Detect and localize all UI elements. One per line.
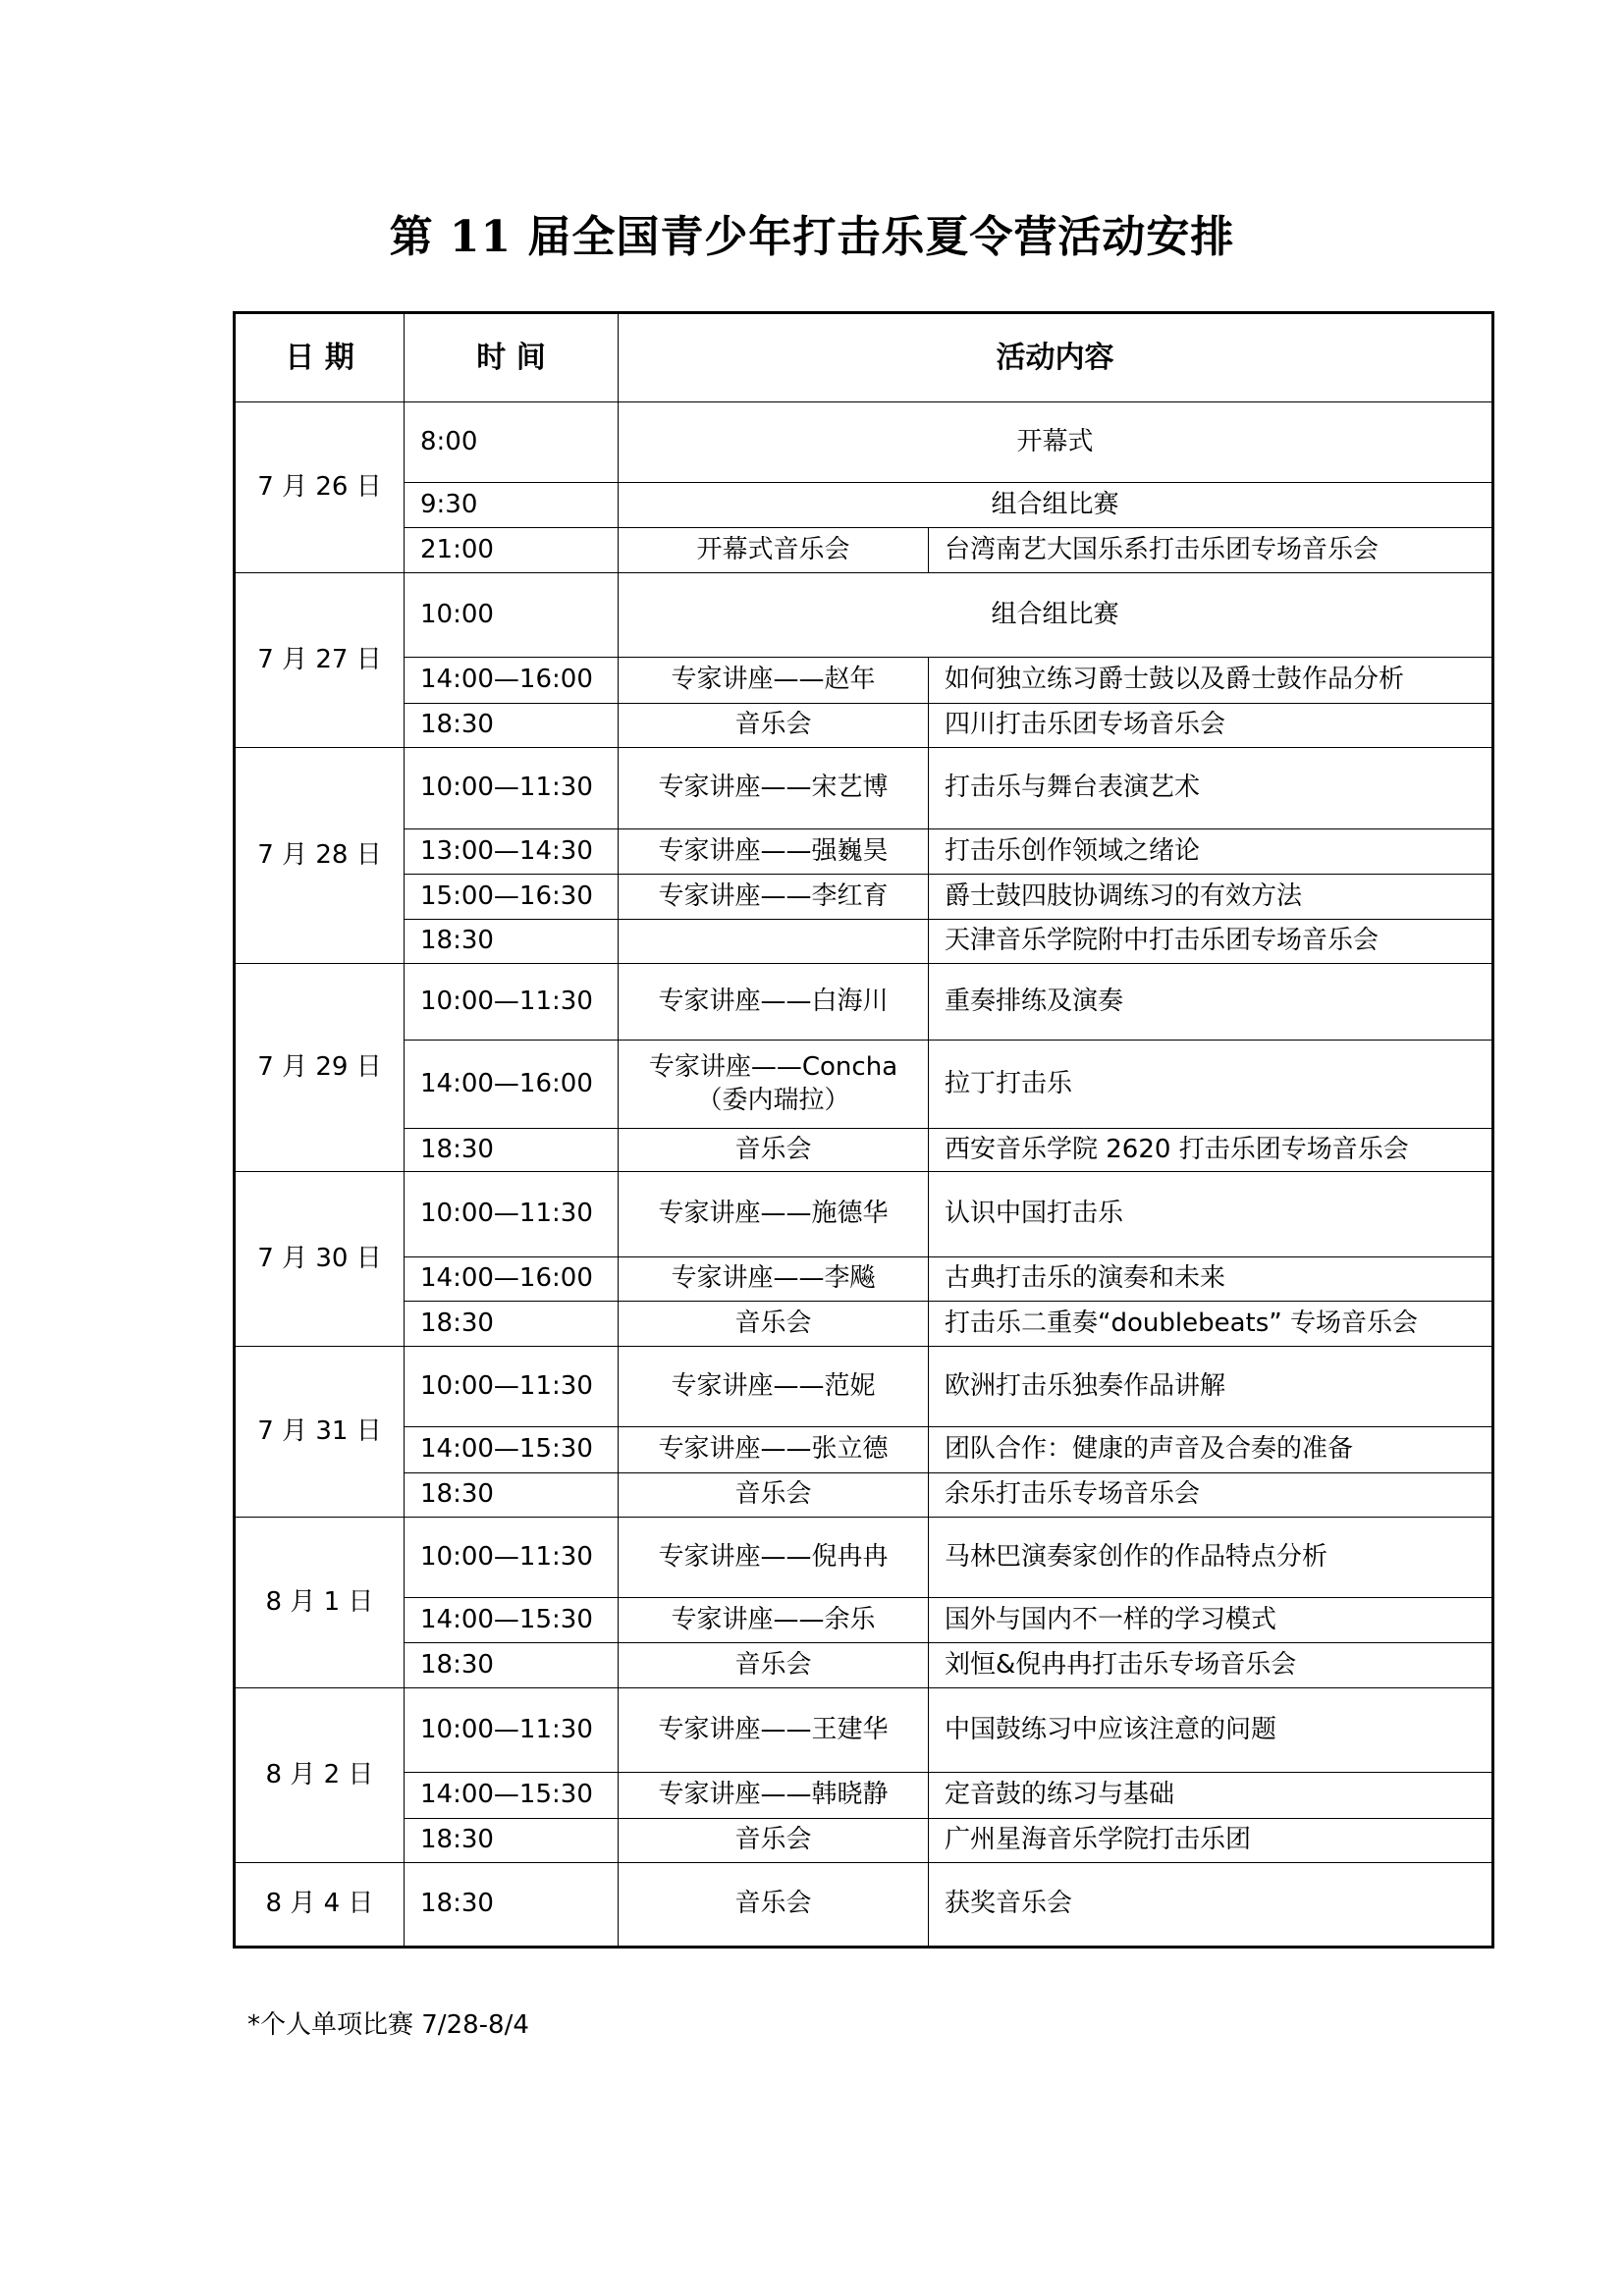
table-row	[235, 1427, 1493, 1473]
detail-cell: 欧洲打击乐独奏作品讲解	[929, 1347, 1493, 1427]
time-cell: 18:30	[405, 1473, 619, 1518]
event-cell: 专家讲座——宋艺博	[619, 748, 929, 829]
date-cell: 7 月 30 日	[235, 1172, 405, 1347]
event-cell: 专家讲座——王建华	[619, 1688, 929, 1773]
detail-cell: 国外与国内不一样的学习模式	[929, 1598, 1493, 1643]
event-cell: 音乐会	[619, 704, 929, 748]
table-row	[235, 1688, 1493, 1773]
table-row	[235, 573, 1493, 658]
date-cell: 8 月 1 日	[235, 1518, 405, 1688]
table-row	[235, 1598, 1493, 1643]
date-cell: 7 月 31 日	[235, 1347, 405, 1518]
detail-cell: 马林巴演奏家创作的作品特点分析	[929, 1518, 1493, 1598]
table-row	[235, 658, 1493, 704]
detail-cell: 认识中国打击乐	[929, 1172, 1493, 1257]
table-row	[235, 829, 1493, 875]
table-row	[235, 704, 1493, 748]
time-cell: 14:00—15:30	[405, 1598, 619, 1643]
detail-cell: 古典打击乐的演奏和未来	[929, 1257, 1493, 1302]
event-cell: 音乐会	[619, 1643, 929, 1688]
time-cell: 10:00—11:30	[405, 1347, 619, 1427]
table-row	[235, 1129, 1493, 1172]
event-cell: 专家讲座——范妮	[619, 1347, 929, 1427]
table-row	[235, 1473, 1493, 1518]
activity-cell: 组合组比赛	[619, 573, 1493, 658]
event-cell: 专家讲座——张立德	[619, 1427, 929, 1473]
event-cell: 音乐会	[619, 1129, 929, 1172]
detail-cell: 如何独立练习爵士鼓以及爵士鼓作品分析	[929, 658, 1493, 704]
detail-cell: 团队合作：健康的声音及合奏的准备	[929, 1427, 1493, 1473]
event-cell: 专家讲座——倪冉冉	[619, 1518, 929, 1598]
header-date: 日 期	[235, 313, 405, 402]
detail-cell: 重奏排练及演奏	[929, 964, 1493, 1041]
detail-cell: 台湾南艺大国乐系打击乐团专场音乐会	[929, 528, 1493, 573]
detail-cell: 四川打击乐团专场音乐会	[929, 704, 1493, 748]
detail-cell: 余乐打击乐专场音乐会	[929, 1473, 1493, 1518]
footnote: *个人单项比赛 7/28-8/4	[247, 2010, 529, 2040]
time-cell: 10:00—11:30	[405, 1518, 619, 1598]
time-cell: 18:30	[405, 1863, 619, 1948]
detail-cell: 中国鼓练习中应该注意的问题	[929, 1688, 1493, 1773]
time-cell: 18:30	[405, 1643, 619, 1688]
event-line: 专家讲座——Concha	[648, 1051, 898, 1082]
time-cell: 14:00—16:00	[405, 1041, 619, 1129]
time-cell: 18:30	[405, 1129, 619, 1172]
table-row	[235, 1302, 1493, 1347]
event-cell: 专家讲座——赵年	[619, 658, 929, 704]
event-cell: 专家讲座——余乐	[619, 1598, 929, 1643]
detail-cell: 天津音乐学院附中打击乐团专场音乐会	[929, 920, 1493, 964]
detail-cell: 打击乐创作领域之绪论	[929, 829, 1493, 875]
table-row	[235, 748, 1493, 829]
time-cell: 21:00	[405, 528, 619, 573]
table-row	[235, 402, 1493, 483]
time-cell: 8:00	[405, 402, 619, 483]
detail-cell: 西安音乐学院 2620 打击乐团专场音乐会	[929, 1129, 1493, 1172]
time-cell: 18:30	[405, 920, 619, 964]
table-row	[235, 1518, 1493, 1598]
header-time: 时 间	[405, 313, 619, 402]
table-row	[235, 875, 1493, 920]
table-row	[235, 1172, 1493, 1257]
time-cell: 14:00—15:30	[405, 1773, 619, 1819]
time-cell: 9:30	[405, 483, 619, 528]
time-cell: 18:30	[405, 704, 619, 748]
event-cell: 音乐会	[619, 1302, 929, 1347]
event-cell: 音乐会	[619, 1863, 929, 1948]
detail-cell: 打击乐二重奏“doublebeats” 专场音乐会	[929, 1302, 1493, 1347]
time-cell: 10:00—11:30	[405, 1172, 619, 1257]
detail-cell: 爵士鼓四肢协调练习的有效方法	[929, 875, 1493, 920]
page-title: 第 11 届全国青少年打击乐夏令营活动安排	[389, 212, 1235, 262]
detail-cell: 刘恒&倪冉冉打击乐专场音乐会	[929, 1643, 1493, 1688]
activity-cell: 组合组比赛	[619, 483, 1493, 528]
event-cell: 专家讲座——强巍昊	[619, 829, 929, 875]
header-content: 活动内容	[619, 313, 1493, 402]
table-row	[235, 1041, 1493, 1129]
table-row	[235, 528, 1493, 573]
event-cell: 专家讲座——李红育	[619, 875, 929, 920]
time-cell: 13:00—14:30	[405, 829, 619, 875]
date-cell: 7 月 28 日	[235, 748, 405, 964]
time-cell: 14:00—16:00	[405, 658, 619, 704]
table-row	[235, 1643, 1493, 1688]
detail-cell: 拉丁打击乐	[929, 1041, 1493, 1129]
event-cell: 音乐会	[619, 1819, 929, 1863]
time-cell: 18:30	[405, 1819, 619, 1863]
detail-cell: 定音鼓的练习与基础	[929, 1773, 1493, 1819]
table-row	[235, 483, 1493, 528]
event-cell	[619, 1041, 929, 1129]
table-row	[235, 964, 1493, 1041]
event-cell: 开幕式音乐会	[619, 528, 929, 573]
header-row	[235, 313, 1493, 402]
event-cell: 音乐会	[619, 1473, 929, 1518]
event-cell	[619, 920, 929, 964]
activity-cell: 开幕式	[619, 402, 1493, 483]
event-cell: 专家讲座——白海川	[619, 964, 929, 1041]
table-row	[235, 1257, 1493, 1302]
detail-cell: 获奖音乐会	[929, 1863, 1493, 1948]
table-row	[235, 1819, 1493, 1863]
time-cell: 10:00—11:30	[405, 964, 619, 1041]
date-cell: 8 月 2 日	[235, 1688, 405, 1863]
date-cell: 7 月 26 日	[235, 402, 405, 573]
time-cell: 14:00—15:30	[405, 1427, 619, 1473]
detail-cell: 广州星海音乐学院打击乐团	[929, 1819, 1493, 1863]
schedule-table	[233, 311, 1494, 1949]
event-line-2: （委内瑞拉）	[696, 1085, 850, 1115]
time-cell: 10:00—11:30	[405, 1688, 619, 1773]
event-cell: 专家讲座——韩晓静	[619, 1773, 929, 1819]
time-cell: 10:00	[405, 573, 619, 658]
time-cell: 15:00—16:30	[405, 875, 619, 920]
date-cell: 7 月 27 日	[235, 573, 405, 748]
date-cell: 7 月 29 日	[235, 964, 405, 1172]
table-row	[235, 1347, 1493, 1427]
time-cell: 18:30	[405, 1302, 619, 1347]
event-cell: 专家讲座——李飚	[619, 1257, 929, 1302]
table-row	[235, 920, 1493, 964]
detail-cell: 打击乐与舞台表演艺术	[929, 748, 1493, 829]
time-cell: 10:00—11:30	[405, 748, 619, 829]
event-cell: 专家讲座——施德华	[619, 1172, 929, 1257]
table-row	[235, 1863, 1493, 1948]
table-row	[235, 1773, 1493, 1819]
time-cell: 14:00—16:00	[405, 1257, 619, 1302]
date-cell: 8 月 4 日	[235, 1863, 405, 1948]
